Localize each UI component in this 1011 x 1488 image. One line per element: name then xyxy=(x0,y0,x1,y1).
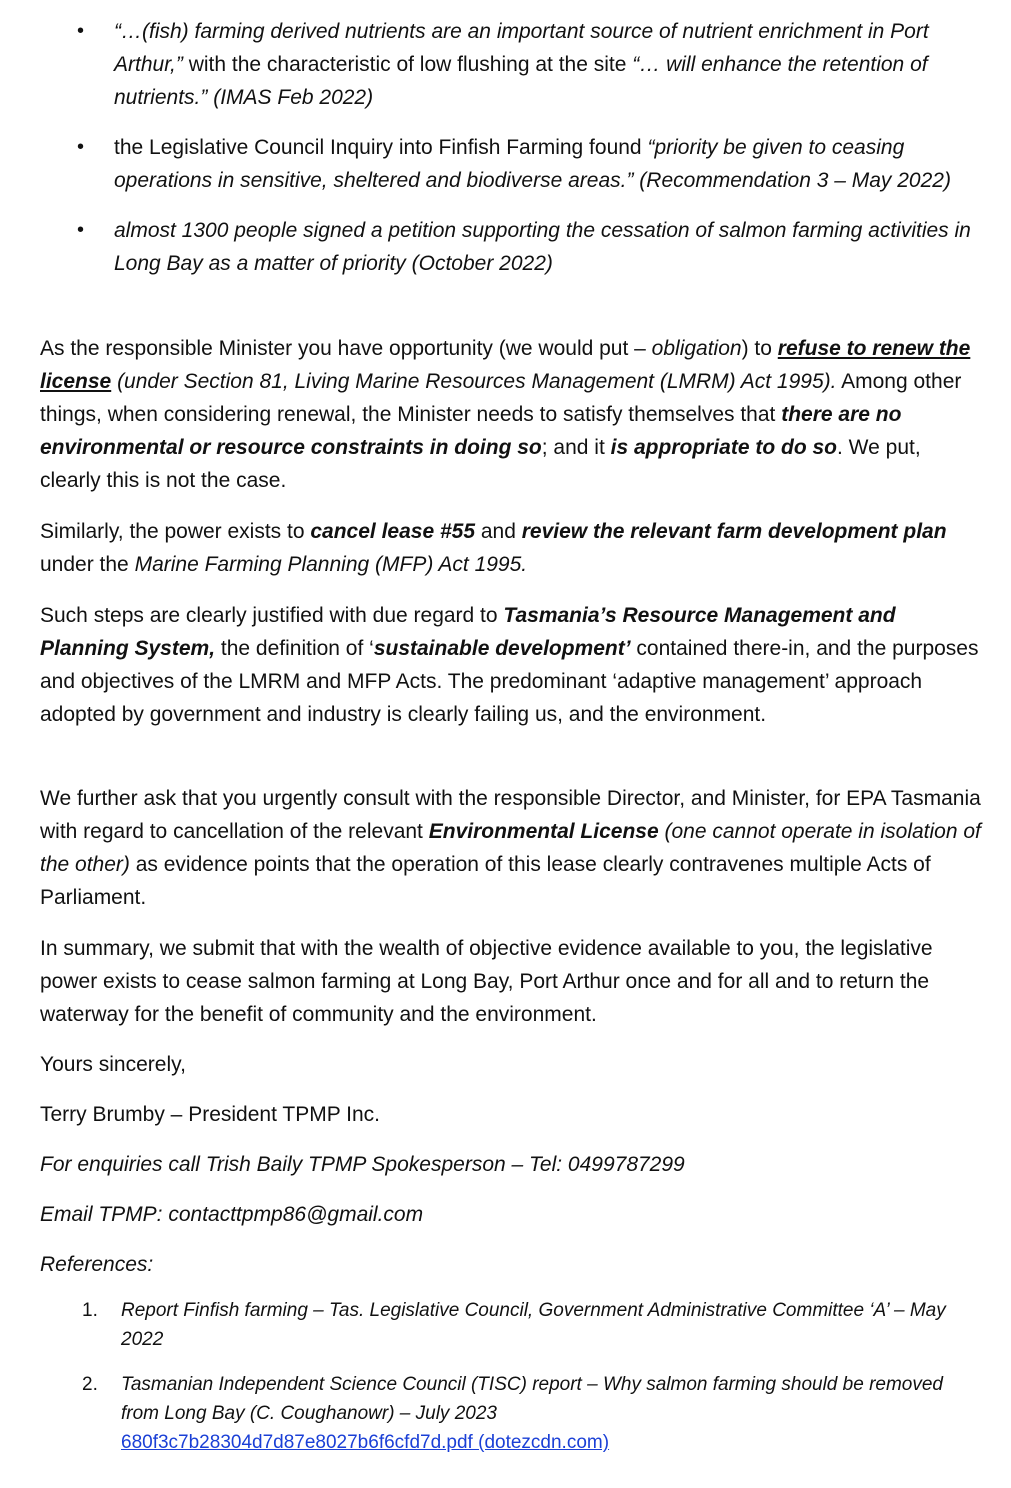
bullet-text: almost 1300 people signed a petition supporting the cessation of salmon farming activities in Long Bay as a matter of priority (October 2022) xyxy=(114,219,971,275)
evidence-bullet-list xyxy=(40,15,985,297)
reference-text: Report Finfish farming – Tas. Legislative Council, Government Administrative Committee ‘A’ – May 2022 xyxy=(121,1300,946,1350)
reference-item xyxy=(40,1296,985,1354)
bullet-item xyxy=(40,131,985,197)
bullet-dot-icon: • xyxy=(77,20,85,42)
bullet-text: the Legislative Council Inquiry into Finfish Farming found “priority be given to ceasing operations in sensitive, sheltered and biodiverse areas.” (Recommendation 3 – May 2022) xyxy=(114,136,951,192)
references-list xyxy=(40,1296,985,1473)
reference-item xyxy=(40,1370,985,1457)
reference-number: 1. xyxy=(82,1300,98,1321)
references-heading: References: xyxy=(40,1253,154,1276)
salutation: Yours sincerely, xyxy=(40,1053,186,1076)
paragraph-epa-consult: We further ask that you urgently consult with the responsible Director, and Minister, for EPA Tasmania with regard to cancellation of the relevant Environmental License (one cannot operate in isolation of the other) as evidence points that the operation of this lease clearly contravenes multiple Acts of Parliament. xyxy=(40,787,981,909)
reference-link[interactable]: 680f3c7b28304d7d87e8027b6f6cfd7d.pdf (dotezcdn.com) xyxy=(121,1432,610,1453)
signature-line: Terry Brumby – President TPMP Inc. xyxy=(40,1103,381,1126)
paragraph-minister-license: As the responsible Minister you have opportunity (we would put – obligation) to refuse to renew the license (under Section 81, Living Marine Resources Management (LMRM) Act 1995). Among other things, when considering renewal, the Minister needs to satisfy themselves that there are no environmental or resource constraints in doing so; and it is appropriate to do so. We put, clearly this is not the case. xyxy=(40,337,971,492)
paragraph-summary: In summary, we submit that with the wealth of objective evidence available to you, the legislative power exists to cease salmon farming at Long Bay, Port Arthur once and for all and to return the waterway for the benefit of community and the environment. xyxy=(40,937,933,1026)
bullet-item xyxy=(40,15,985,114)
bullet-dot-icon: • xyxy=(77,136,85,158)
paragraph-cancel-lease: Similarly, the power exists to cancel lease #55 and review the relevant farm development plan under the Marine Farming Planning (MFP) Act 1995. xyxy=(40,520,947,576)
email-line: Email TPMP: contacttpmp86@gmail.com xyxy=(40,1203,424,1226)
enquiries-line: For enquiries call Trish Baily TPMP Spokesperson – Tel: 0499787299 xyxy=(40,1153,685,1176)
bullet-text: “…(fish) farming derived nutrients are an important source of nutrient enrichment in Port Arthur,” with the characteristic of low flushing at the site “… will enhance the retention of nutrients.” (IMAS Feb 2022) xyxy=(114,20,929,109)
bullet-dot-icon: • xyxy=(77,219,85,241)
reference-text: Tasmanian Independent Science Council (TISC) report – Why salmon farming should be removed from Long Bay (C. Coughanowr) – July 2023 xyxy=(121,1374,943,1424)
bullet-item xyxy=(40,214,985,280)
reference-number: 2. xyxy=(82,1374,98,1395)
paragraph-planning-system: Such steps are clearly justified with due regard to Tasmania’s Resource Management and Planning System, the definition of ‘sustainable development’ contained there-in, and the purposes and objectives of the LMRM and MFP Acts. The predominant ‘adaptive management’ approach adopted by government and industry is clearly failing us, and the environment. xyxy=(40,604,979,726)
